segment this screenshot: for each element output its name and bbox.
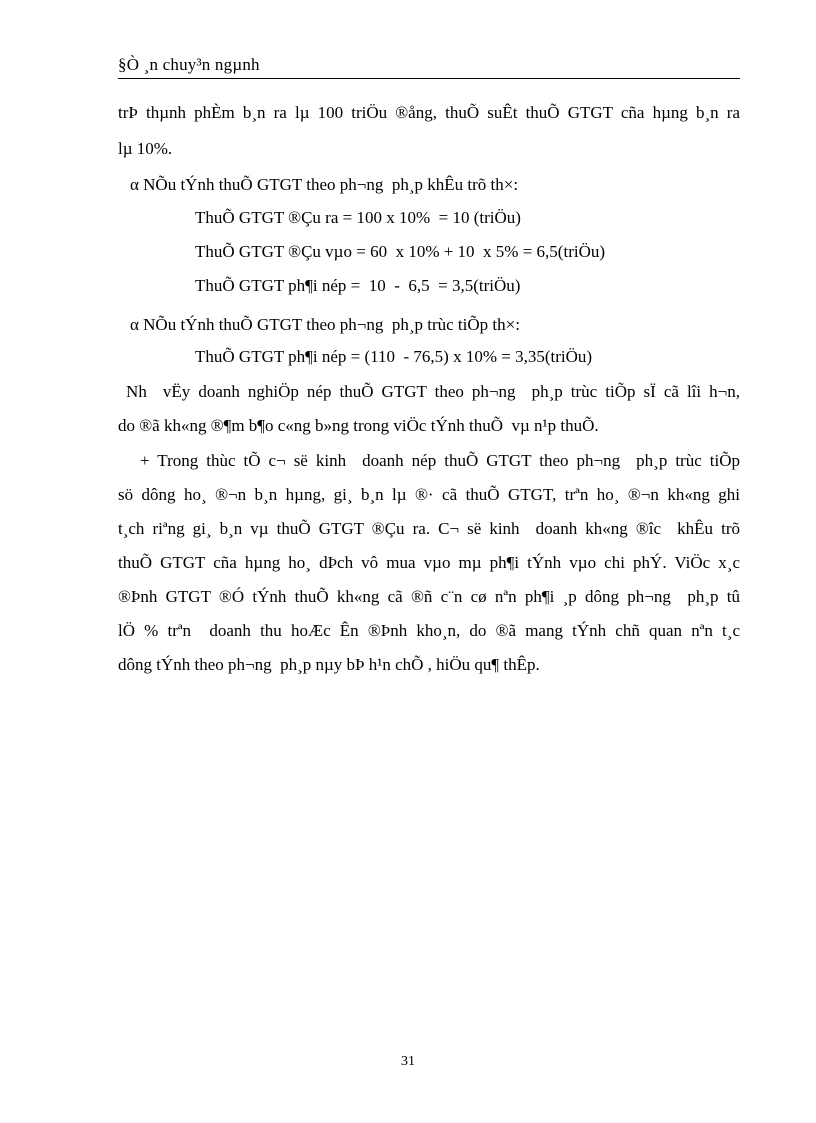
paragraph-3-line-2: sö dông ho¸ ®¬n b¸n hµng, gi¸ b¸n lµ ®· cã thuÕ GTGT, trªn ho¸ ®¬n kh«ng ghi xyxy=(118,485,740,504)
method-1-input-vat: ThuÕ GTGT ®Çu vµo = 60 x 10% + 10 x 5% = 6,5(triÖu) xyxy=(195,242,606,261)
paragraph-1-line-1: trÞ thµnh phÈm b¸n ra lµ 100 triÖu ®ång, thuÕ suÊt thuÕ GTGT cña hµng b¸n ra xyxy=(118,103,740,122)
page-number: 31 xyxy=(401,1054,415,1069)
paragraph-2-line-2: do ®ã kh«ng ®¶m b¶o c«ng b»ng trong viÖc tÝnh thuÕ vµ n¹p thuÕ. xyxy=(118,416,599,435)
paragraph-3-line-7: dông tÝnh theo ph¬ng ph¸p nµy bÞ h¹n chÕ , hiÖu qu¶ thÊp. xyxy=(118,655,540,674)
paragraph-1-line-2: lµ 10%. xyxy=(118,139,173,158)
paragraph-3-line-4: thuÕ GTGT cña hµng ho¸ dÞch vô mua vµo mµ ph¶i tÝnh vµo chi phÝ. ViÖc x¸c xyxy=(118,553,740,572)
method-2-payable-vat: ThuÕ GTGT ph¶i nép = (110 - 76,5) x 10% = 3,35(triÖu) xyxy=(195,347,593,366)
paragraph-3-line-3: t¸ch riªng gi¸ b¸n vµ thuÕ GTGT ®Çu ra. C¬ së kinh doanh kh«ng ®îc khÊu trõ xyxy=(118,519,740,538)
page-header xyxy=(118,52,740,79)
paragraph-3-line-1: + Trong thùc tÕ c¬ së kinh doanh nép thuÕ GTGT theo ph¬ng ph¸p trùc tiÕp xyxy=(140,451,740,470)
header-title: §Ò ¸n chuy³n ngµnh xyxy=(118,55,260,74)
method-2-heading: α NÕu tÝnh thuÕ GTGT theo ph¬ng ph¸p trùc tiÕp th×: xyxy=(130,315,520,334)
method-1-heading: α NÕu tÝnh thuÕ GTGT theo ph¬ng ph¸p khÊu trõ th×: xyxy=(130,175,519,194)
paragraph-3-line-6: lÖ % trªn doanh thu hoÆc Ên ®Þnh kho¸n, do ®ã mang tÝnh chñ quan nªn t¸c xyxy=(118,621,740,640)
paragraph-3-line-5: ®Þnh GTGT ®Ó tÝnh thuÕ kh«ng cã ®ñ c¨n cø nªn ph¶i ¸p dông ph¬ng ph¸p tû xyxy=(118,587,740,606)
method-1-payable-vat: ThuÕ GTGT ph¶i nép = 10 - 6,5 = 3,5(triÖu) xyxy=(195,276,521,295)
method-1-output-vat: ThuÕ GTGT ®Çu ra = 100 x 10% = 10 (triÖu) xyxy=(195,208,521,227)
paragraph-2-line-1: Nh vËy doanh nghiÖp nép thuÕ GTGT theo ph¬ng ph¸p trùc tiÕp sÏ cã lîi h¬n, xyxy=(118,382,740,401)
